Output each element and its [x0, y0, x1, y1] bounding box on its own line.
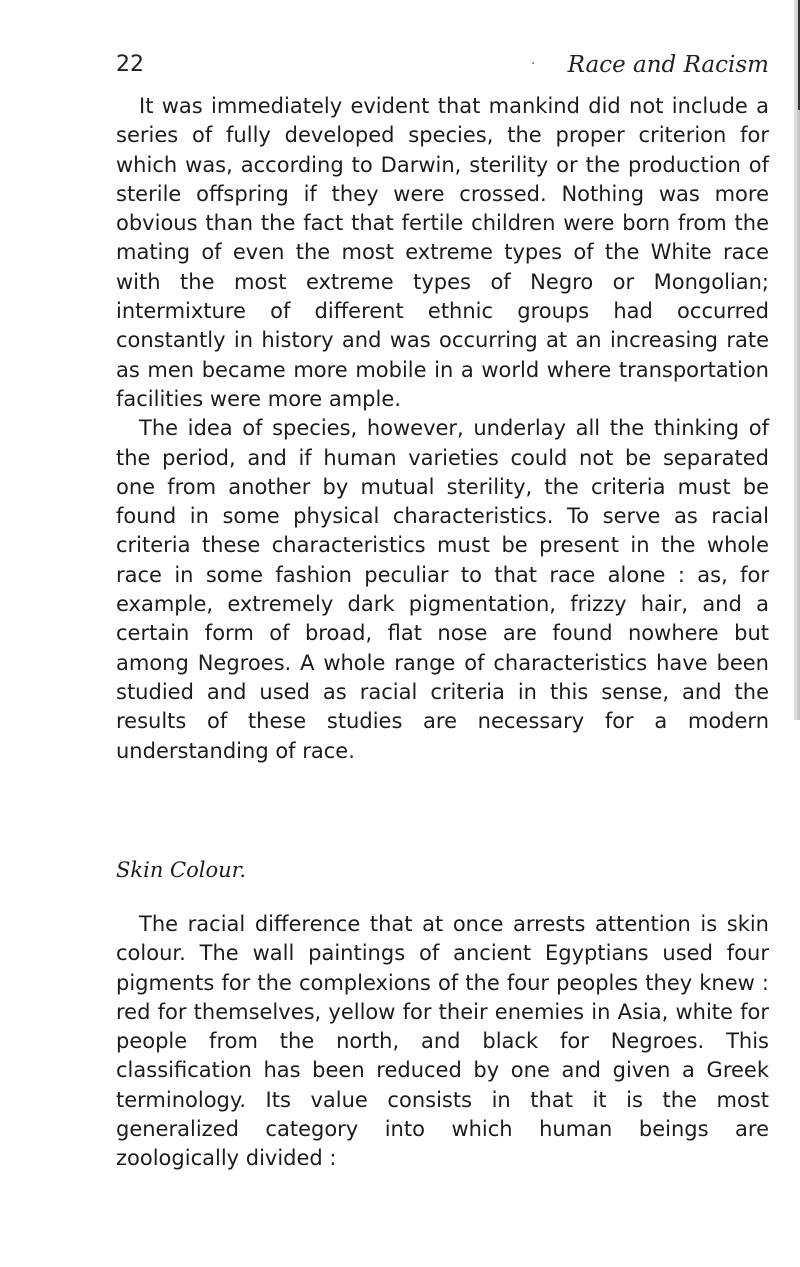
paragraph-3: The racial difference that at once arrests attention is skin colour. The wall paintings of ancient Egyptians used four pigments for the complexions of the four peoples they knew : red for themselves, yellow for their enemies in Asia, white for people from the north, and black for Negroes. This classification has been reduced by one and given a Greek terminology. Its value consists in that it is the most generalized category into which human beings are zoologically divided :: [116, 912, 769, 1171]
running-head-separator: ·: [531, 56, 536, 72]
running-head: [116, 52, 769, 92]
body-text-lower: [116, 910, 769, 1174]
section-heading: Skin Colour.: [116, 858, 247, 882]
paragraph-2: The idea of species, however, underlay all the thinking of the period, and if human varieties could not be separated one from another by mutual sterility, the criteria must be found in some physical characteristics. To serve as racial criteria these characteristics must be present in the whole race in some fashion peculiar to that race alone : as, for example, extremely dark pigmentation, frizzy hair, and a certain form of broad, flat nose are found nowhere but among Negroes. A whole range of characteristics have been studied and used as racial criteria in this sense, and the results of these studies are necessary for a modern understanding of race.: [116, 416, 769, 763]
page-number: 22: [116, 52, 144, 77]
body-text-upper: [116, 92, 769, 766]
running-title: Race and Racism: [567, 52, 769, 78]
paragraph-1: It was immediately evident that mankind did not include a series of fully developed species, the proper criterion for which was, according to Darwin, sterility or the production of sterile offspring if they were crossed. Nothing was more obvious than the fact that fertile children were born from the mating of even the most extreme types of the White race with the most extreme types of Negro or Mongolian; intermixture of different ethnic groups had occurred constantly in history and was occurring at an increasing rate as men became more mobile in a world where transportation facilities were more ample.: [116, 94, 769, 411]
